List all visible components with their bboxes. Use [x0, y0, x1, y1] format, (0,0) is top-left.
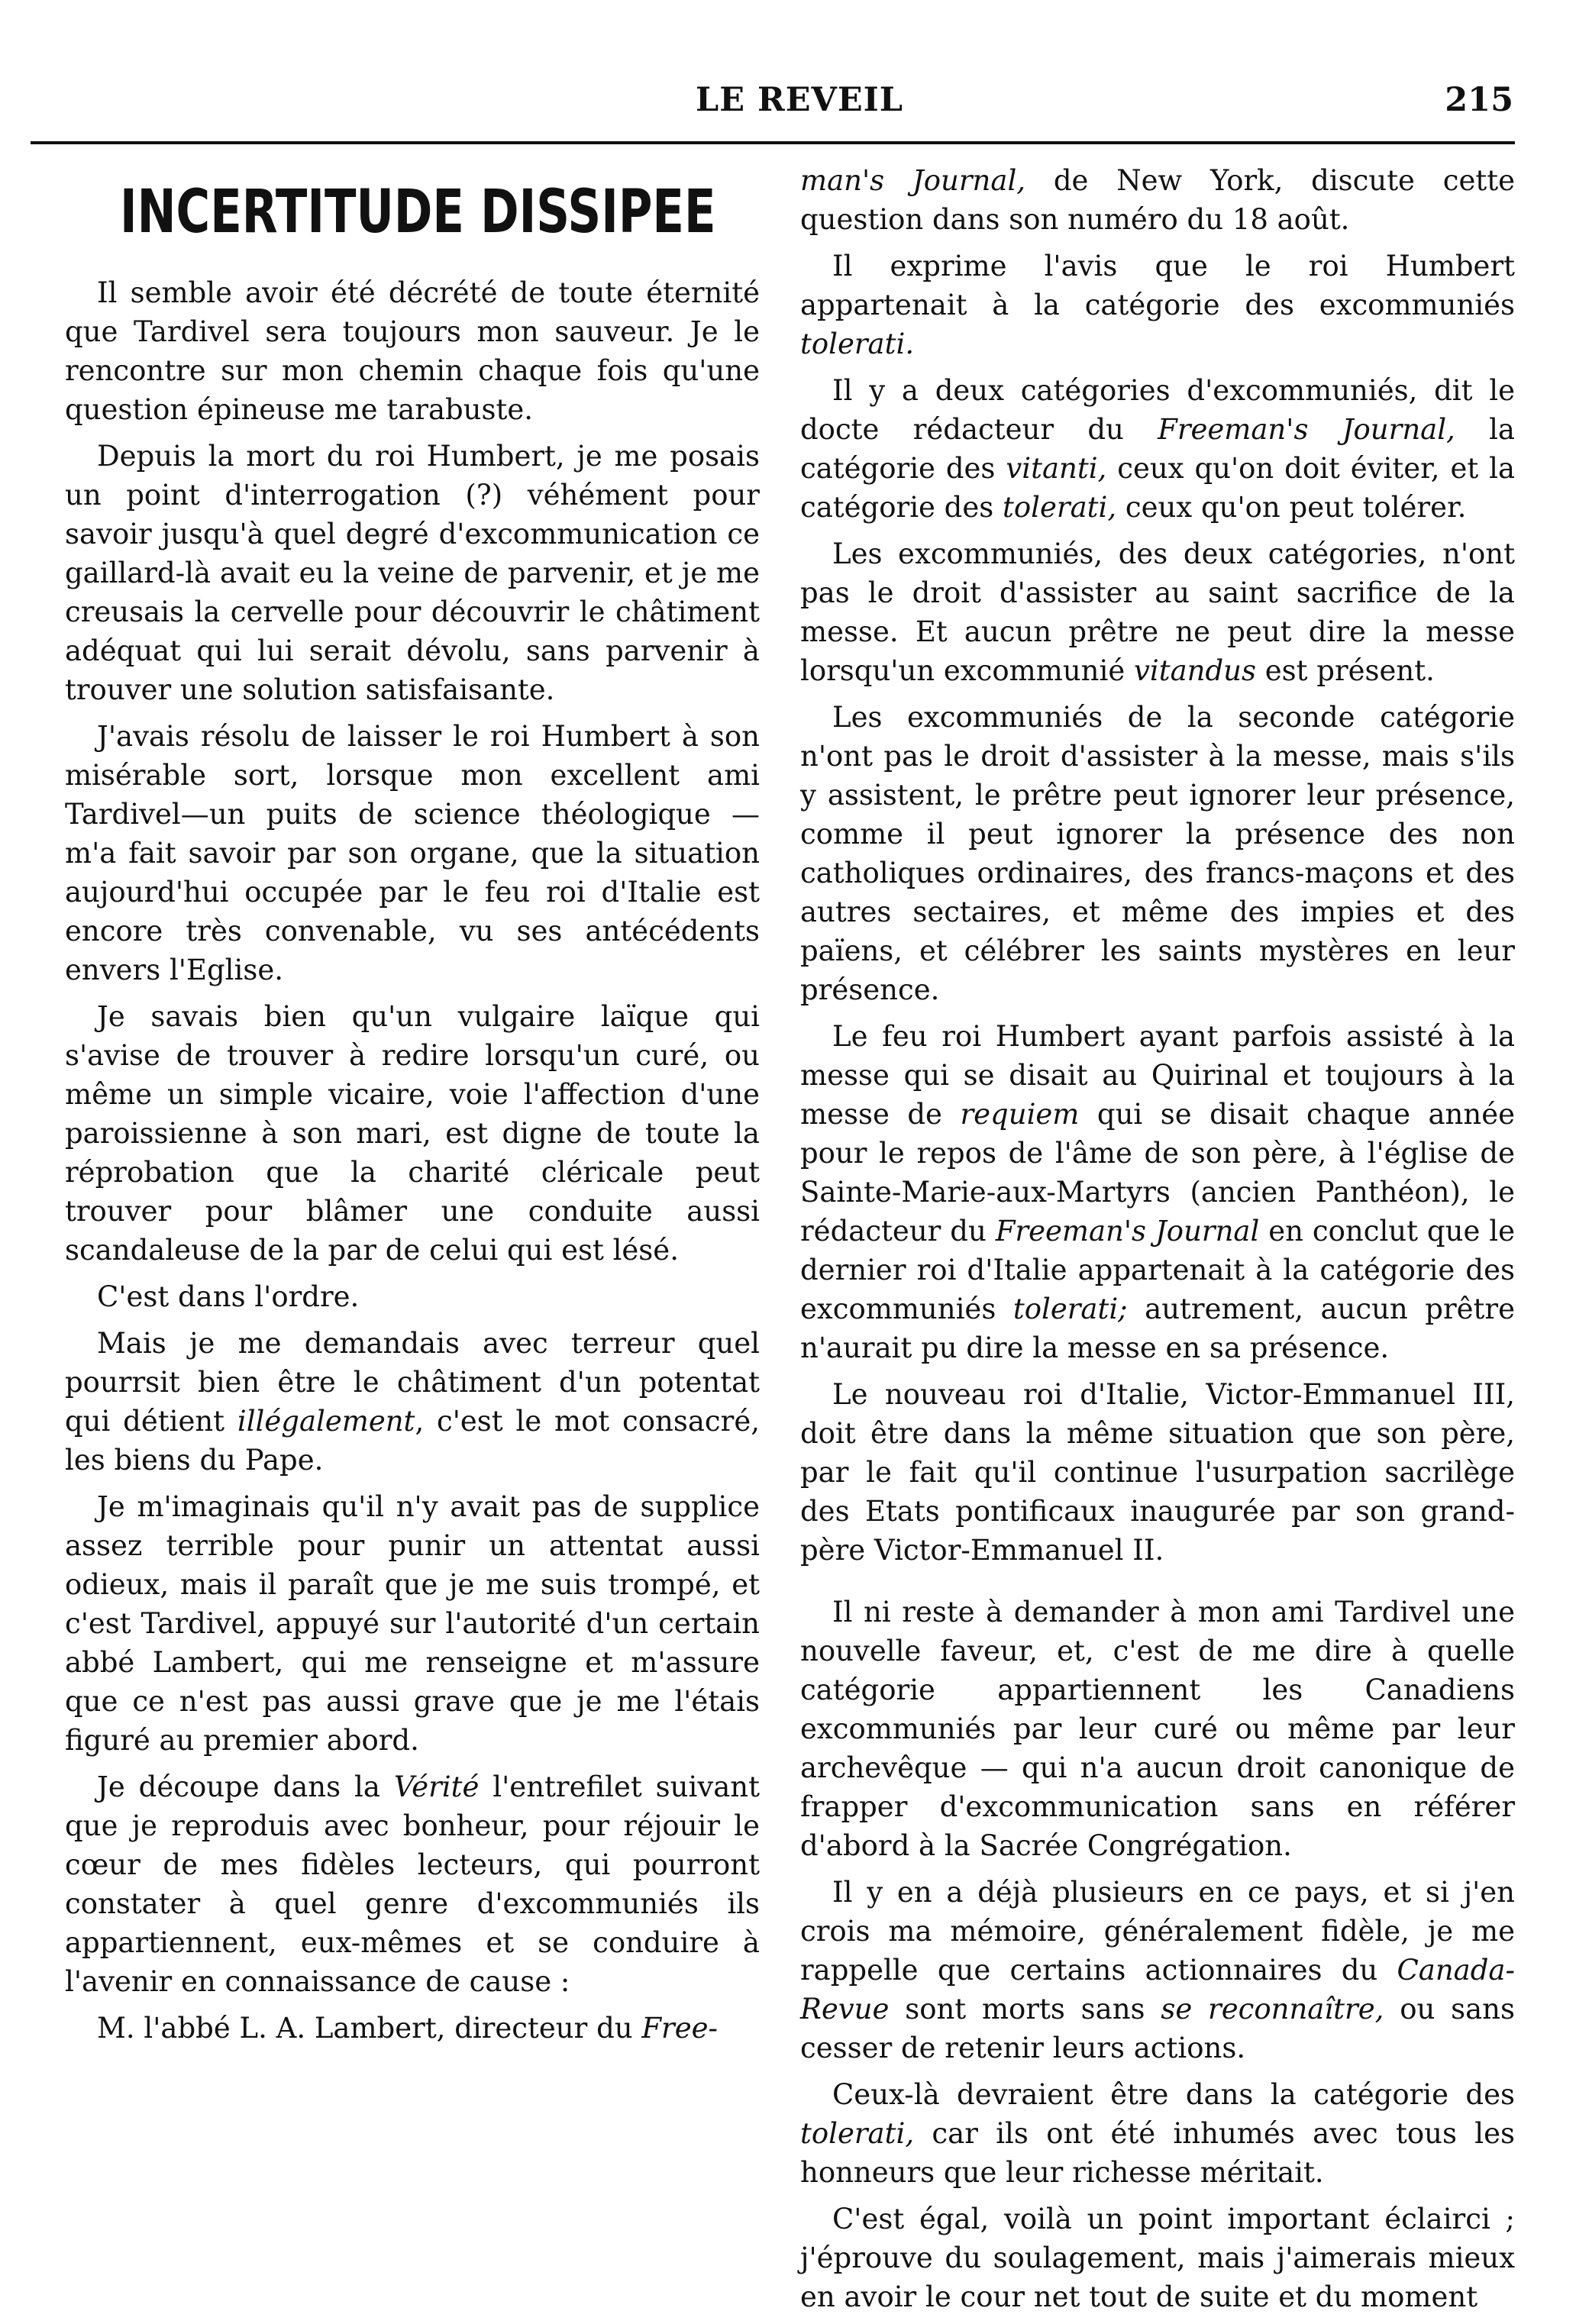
paragraph: Il y a deux catégories d'excommuniés, dit le docte rédacteur du Freeman's Journal, la catégorie des vitanti, ceux qu'on doit éviter, et la catégorie des tolerati, ceux qu'on peut tolérer.: [800, 374, 1516, 524]
emphasis: tolerati,: [800, 2117, 915, 2150]
paragraph: Les excommuniés de la seconde catégorie n'ont pas le droit d'assister à la messe, mais s'ils y assistent, le prêtre peut ignorer leur présence, comme il peut ignorer la présence des non catholiques ordinaires, des francs-maçons et des autres sectaires, et même des impies et des païens, et célébrer les saints mystères en leur présence.: [800, 701, 1515, 1006]
emphasis: vitandus: [1133, 654, 1256, 687]
emphasis: vitanti,: [1006, 452, 1107, 485]
paragraph: Ceux-là devraient être dans la catégorie des tolerati, car ils ont été inhumés avec tous les honneurs que leur richesse méritait.: [800, 2078, 1515, 2189]
paragraph: J'avais résolu de laisser le roi Humbert à son misérable sort, lorsque mon excellent ami Tardivel—un puits de science théologique — m'a fait savoir par son organe, que la situation aujourd'hui occupée par le feu roi d'Italie est encore très convenable, vu ses antécédents envers l'Eglise.: [65, 720, 760, 986]
emphasis: se reconnaître,: [1161, 1993, 1384, 2025]
emphasis: Free-: [641, 2012, 719, 2045]
emphasis: Canada-Revue: [800, 1954, 1515, 2025]
page-number: 215: [1445, 81, 1513, 119]
paragraph: C'est égal, voilà un point important éclairci ; j'éprouve du soulagement, mais j'aimerais mieux en avoir le cour net tout de suite et du moment: [800, 2203, 1515, 2313]
paragraph: Le nouveau roi d'Italie, Victor-Emmanuel III, doit être dans la même situation que son père, par le fait qu'il continue l'usurpation sacrilège des Etats pontificaux inaugurée par son grand-père Victor-Emmanuel II.: [800, 1378, 1515, 1567]
paragraph: Les excommuniés, des deux catégories, n'ont pas le droit d'assister au saint sacrifice de la messe. Et aucun prêtre ne peut dire la messe lorsqu'un excommunié vitandus est présent.: [800, 537, 1515, 687]
paragraph: Il ni reste à demander à mon ami Tardivel une nouvelle faveur, et, c'est de me dire à quelle catégorie appartiennent les Canadiens excommuniés par leur curé ou même par leur archevêque — qui n'a aucun droit canonique de frapper d'excommunication sans en référer d'abord à la Sacrée Congrégation.: [800, 1596, 1515, 1862]
paragraph: man's Journal, de New York, discute cette question dans son numéro du 18 août.: [800, 164, 1516, 236]
emphasis: tolerati,: [1003, 491, 1117, 524]
paragraph: Depuis la mort du roi Humbert, je me posais un point d'interrogation (?) véhément pour savoir jusqu'à quel degré d'excommunication ce gaillard-là avait eu la veine de parvenir, et je me creusais la cervelle pour découvrir le châtiment adéquat qui lui serait dévolu, sans parvenir à trouver une solution satisfaisante.: [65, 440, 760, 706]
emphasis: Freeman's Journal: [995, 1215, 1260, 1248]
right-column: [800, 161, 1515, 2324]
running-title: LE REVEIL: [696, 81, 903, 119]
article-title: INCERTITUDE DISSIPEE: [120, 178, 716, 247]
paragraph: Je m'imaginais qu'il n'y avait pas de supplice assez terrible pour punir un attentat aussi odieux, mais il paraît que je me suis trompé, et c'est Tardivel, appuyé sur l'autorité d'un certain abbé Lambert, qui me renseigne et m'assure que ce n'est pas aussi grave que je me l'étais figuré au premier abord.: [65, 1490, 760, 1757]
paragraph: Mais je me demandais avec terreur quel pourrsit bien être le châtiment d'un potentat qui détient illégalement, c'est le mot consacré, les biens du Pape.: [65, 1327, 760, 1477]
paragraph: Le feu roi Humbert ayant parfois assisté à la messe qui se disait au Quirinal et toujours à la messe de requiem qui se disait chaque année pour le repos de l'âme de son père, à l'église de Sainte-Marie-aux-Martyrs (ancien Panthéon), le rédacteur du Freeman's Journal en conclut que le dernier roi d'Italie appartenait à la catégorie des excommuniés tolerati; autrement, aucun prêtre n'aurait pu dire la messe en sa présence.: [800, 1020, 1516, 1364]
emphasis: man's Journal,: [800, 164, 1026, 197]
emphasis: tolerati.: [800, 328, 915, 360]
left-column: [65, 0, 760, 2055]
paragraph: Je découpe dans la Vérité l'entrefilet suivant que je reproduis avec bonheur, pour réjouir le cœur de mes fidèles lecteurs, qui pourront constater à quel genre d'excommuniés ils appartiennent, eux-mêmes et se conduire à l'avenir en connaissance de cause :: [65, 1770, 760, 1998]
paragraph: M. l'abbé L. A. Lambert, directeur du Free-: [97, 2012, 719, 2045]
emphasis: Freeman's Journal,: [1158, 413, 1455, 446]
emphasis: Vérité: [393, 1770, 480, 1803]
emphasis: tolerati;: [1012, 1293, 1128, 1325]
paragraph: Il y en a déjà plusieurs en ce pays, et si j'en crois ma mémoire, généralement fidèle, je me rappelle que certains actionnaires du Canada-Revue sont morts sans se reconnaître, ou sans cesser de retenir leurs actions.: [800, 1876, 1515, 2064]
paragraph: Il exprime l'avis que le roi Humbert appartenait à la catégorie des excommuniés tolerati.: [800, 250, 1515, 360]
emphasis: illégalement: [237, 1405, 415, 1438]
paragraph: Je savais bien qu'un vulgaire laïque qui s'avise de trouver à redire lorsqu'un curé, ou même un simple vicaire, voie l'affection d'une paroissienne à son mari, est digne de toute la réprobation que la charité cléricale peut trouver pour blâmer une conduite aussi scandaleuse de la par de celui qui est lésé.: [65, 1000, 760, 1267]
paragraph: Il semble avoir été décrété de toute éternité que Tardivel sera toujours mon sauveur. Je le rencontre sur mon chemin chaque fois qu'une question épineuse me tarabuste.: [65, 276, 760, 426]
paragraph: C'est dans l'ordre.: [97, 1280, 360, 1313]
emphasis: requiem: [960, 1098, 1080, 1131]
